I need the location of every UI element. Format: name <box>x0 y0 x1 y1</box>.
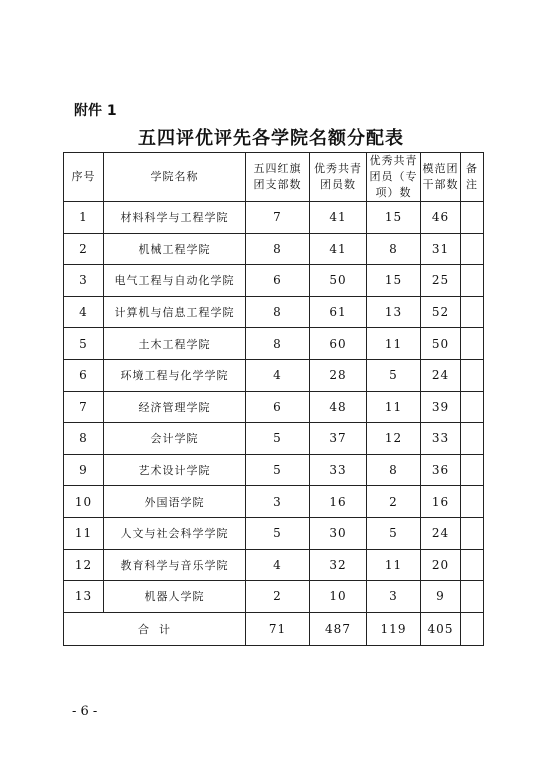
cell-members: 50 <box>310 265 367 297</box>
total-members: 487 <box>310 612 367 645</box>
table-row <box>64 454 484 486</box>
cell-cadres: 5 <box>367 359 421 391</box>
cell-branch: 8 <box>246 233 310 265</box>
header-college: 学院名称 <box>104 153 246 202</box>
cell-cadres: 11 <box>367 391 421 423</box>
cell-remarks <box>461 517 484 549</box>
cell-index: 5 <box>64 328 104 360</box>
header-cadres-line2: 团员（专 <box>369 170 418 183</box>
cell-branch: 8 <box>246 296 310 328</box>
cell-college: 电气工程与自动化学院 <box>104 265 246 297</box>
header-cadres <box>367 153 421 202</box>
table-row <box>64 265 484 297</box>
cell-cadres: 8 <box>367 233 421 265</box>
total-label: 合 计 <box>64 612 246 645</box>
table-row <box>64 581 484 613</box>
cell-members: 60 <box>310 328 367 360</box>
cell-model: 33 <box>421 423 461 455</box>
cell-model: 52 <box>421 296 461 328</box>
total-branch: 71 <box>246 612 310 645</box>
cell-remarks <box>461 549 484 581</box>
cell-college: 外国语学院 <box>104 486 246 518</box>
header-branch-line1: 五四红旗 <box>253 162 302 175</box>
cell-model: 50 <box>421 328 461 360</box>
cell-remarks <box>461 423 484 455</box>
header-members <box>310 153 367 202</box>
cell-college: 教育科学与音乐学院 <box>104 549 246 581</box>
cell-index: 13 <box>64 581 104 613</box>
cell-cadres: 5 <box>367 517 421 549</box>
cell-remarks <box>461 233 484 265</box>
cell-remarks <box>461 202 484 234</box>
cell-college: 经济管理学院 <box>104 391 246 423</box>
cell-remarks <box>461 486 484 518</box>
cell-members: 41 <box>310 233 367 265</box>
cell-branch: 2 <box>246 581 310 613</box>
cell-cadres: 8 <box>367 454 421 486</box>
table-row <box>64 296 484 328</box>
cell-index: 7 <box>64 391 104 423</box>
cell-index: 4 <box>64 296 104 328</box>
header-branch-line2: 团支部数 <box>253 178 302 191</box>
cell-index: 3 <box>64 265 104 297</box>
table-row <box>64 423 484 455</box>
quota-table <box>63 152 484 646</box>
cell-model: 24 <box>421 517 461 549</box>
cell-cadres: 15 <box>367 265 421 297</box>
cell-model: 24 <box>421 359 461 391</box>
cell-members: 28 <box>310 359 367 391</box>
header-index: 序号 <box>64 153 104 202</box>
cell-college: 土木工程学院 <box>104 328 246 360</box>
cell-members: 41 <box>310 202 367 234</box>
total-remarks <box>461 612 484 645</box>
cell-members: 30 <box>310 517 367 549</box>
table-row <box>64 359 484 391</box>
cell-college: 机器人学院 <box>104 581 246 613</box>
cell-model: 25 <box>421 265 461 297</box>
cell-model: 39 <box>421 391 461 423</box>
cell-members: 10 <box>310 581 367 613</box>
cell-members: 16 <box>310 486 367 518</box>
cell-branch: 5 <box>246 454 310 486</box>
cell-remarks <box>461 328 484 360</box>
table-row <box>64 233 484 265</box>
cell-branch: 8 <box>246 328 310 360</box>
cell-model: 9 <box>421 581 461 613</box>
table-row <box>64 486 484 518</box>
cell-college: 机械工程学院 <box>104 233 246 265</box>
cell-college: 人文与社会科学学院 <box>104 517 246 549</box>
header-row <box>64 153 484 202</box>
cell-cadres: 2 <box>367 486 421 518</box>
cell-branch: 5 <box>246 423 310 455</box>
cell-college: 会计学院 <box>104 423 246 455</box>
cell-index: 1 <box>64 202 104 234</box>
header-members-line2: 团员数 <box>320 178 356 191</box>
header-cadres-line3: 项）数 <box>375 186 412 199</box>
cell-remarks <box>461 359 484 391</box>
header-members-line1: 优秀共青 <box>314 162 362 175</box>
cell-index: 10 <box>64 486 104 518</box>
cell-model: 46 <box>421 202 461 234</box>
cell-branch: 6 <box>246 265 310 297</box>
header-branch <box>246 153 310 202</box>
cell-branch: 6 <box>246 391 310 423</box>
total-row <box>64 612 484 645</box>
cell-members: 37 <box>310 423 367 455</box>
header-cadres-line1: 优秀共青 <box>369 154 418 167</box>
cell-cadres: 11 <box>367 549 421 581</box>
cell-index: 6 <box>64 359 104 391</box>
cell-branch: 4 <box>246 549 310 581</box>
cell-branch: 3 <box>246 486 310 518</box>
cell-cadres: 12 <box>367 423 421 455</box>
cell-model: 31 <box>421 233 461 265</box>
cell-cadres: 11 <box>367 328 421 360</box>
cell-index: 11 <box>64 517 104 549</box>
header-remarks: 备注 <box>461 153 484 202</box>
cell-remarks <box>461 454 484 486</box>
cell-model: 36 <box>421 454 461 486</box>
table-row <box>64 517 484 549</box>
total-model: 405 <box>421 612 461 645</box>
cell-cadres: 3 <box>367 581 421 613</box>
table-row <box>64 328 484 360</box>
page-number: - 6 - <box>72 704 98 719</box>
cell-model: 16 <box>421 486 461 518</box>
cell-cadres: 13 <box>367 296 421 328</box>
cell-index: 9 <box>64 454 104 486</box>
header-model-line1: 模范团 <box>422 162 459 175</box>
page-title: 五四评优评先各学院名额分配表 <box>138 128 404 149</box>
table-row <box>64 202 484 234</box>
cell-model: 20 <box>421 549 461 581</box>
cell-branch: 7 <box>246 202 310 234</box>
cell-remarks <box>461 296 484 328</box>
cell-branch: 4 <box>246 359 310 391</box>
cell-members: 33 <box>310 454 367 486</box>
header-model <box>421 153 461 202</box>
cell-remarks <box>461 391 484 423</box>
cell-members: 32 <box>310 549 367 581</box>
table-row <box>64 391 484 423</box>
cell-members: 48 <box>310 391 367 423</box>
cell-college: 材料科学与工程学院 <box>104 202 246 234</box>
header-model-line2: 干部数 <box>422 178 459 191</box>
cell-college: 环境工程与化学学院 <box>104 359 246 391</box>
cell-remarks <box>461 581 484 613</box>
cell-remarks <box>461 265 484 297</box>
cell-index: 2 <box>64 233 104 265</box>
cell-college: 艺术设计学院 <box>104 454 246 486</box>
table-row <box>64 549 484 581</box>
cell-index: 8 <box>64 423 104 455</box>
cell-members: 61 <box>310 296 367 328</box>
attachment-label: 附件 1 <box>74 103 117 119</box>
cell-branch: 5 <box>246 517 310 549</box>
cell-cadres: 15 <box>367 202 421 234</box>
total-cadres: 119 <box>367 612 421 645</box>
cell-index: 12 <box>64 549 104 581</box>
cell-college: 计算机与信息工程学院 <box>104 296 246 328</box>
